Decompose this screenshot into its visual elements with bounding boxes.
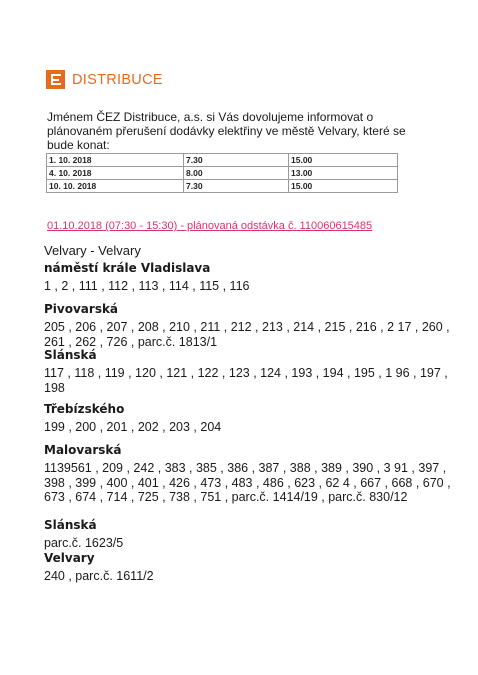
street-name: Slánská	[44, 348, 97, 362]
house-numbers: 117 , 118 , 119 , 120 , 121 , 122 , 123 , 124 , 193 , 194 , 195 , 1 96 , 197 , 198	[44, 366, 448, 395]
schedule-start: 8.00	[184, 167, 289, 180]
schedule-end: 15.00	[289, 180, 398, 193]
cez-logo-icon	[46, 70, 65, 89]
street-name: Malovarská	[44, 443, 122, 457]
schedule-date: 10. 10. 2018	[47, 180, 184, 193]
schedule-start: 7.30	[184, 154, 289, 167]
table-row	[47, 167, 398, 180]
street-name: Velvary	[44, 551, 95, 565]
schedule-date: 4. 10. 2018	[47, 167, 184, 180]
house-numbers: parc.č. 1623/5	[44, 536, 124, 550]
house-numbers: 205 , 206 , 207 , 208 , 210 , 211 , 212 , 213 , 214 , 215 , 216 , 2 17 , 260 , 261 , 262 , 726 , parc.č. 1813/1	[44, 320, 450, 349]
street-name: Pivovarská	[44, 302, 119, 316]
table-row	[47, 154, 398, 167]
street-name: Třebízského	[44, 402, 125, 416]
house-numbers: 1139561 , 209 , 242 , 383 , 385 , 386 , 387 , 388 , 389 , 390 , 3 91 , 397 , 398 , 399 , 400 , 401 , 426 , 473 , 483 , 486 , 623 , 62 4 , 667 , 668 , 670 , 673 , 674 , 714 , 725 , 738 , 751 , parc.č. 1414/19 , parc.č. 830/12	[44, 461, 451, 504]
house-numbers: 1 , 2 , 111 , 112 , 113 , 114 , 115 , 116	[44, 279, 250, 293]
schedule-end: 13.00	[289, 167, 398, 180]
street-name: Slánská	[44, 518, 97, 532]
house-numbers: 199 , 200 , 201 , 202 , 203 , 204	[44, 420, 222, 434]
house-numbers: 240 , parc.č. 1611/2	[44, 569, 154, 583]
street-name: náměstí krále Vladislava	[44, 261, 211, 275]
schedule-table	[46, 153, 398, 193]
table-row	[47, 180, 398, 193]
schedule-end: 15.00	[289, 154, 398, 167]
logo-text: DISTRIBUCE	[72, 71, 163, 88]
schedule-start: 7.30	[184, 180, 289, 193]
outage-notice: 01.10.2018 (07:30 - 15:30) - plánovaná odstávka č. 110060615485	[47, 220, 373, 232]
cez-logo	[46, 70, 163, 89]
city-heading: Velvary - Velvary	[44, 243, 141, 258]
schedule-date: 1. 10. 2018	[47, 154, 184, 167]
intro-paragraph: Jménem ČEZ Distribuce, a.s. si Vás dovolujeme informovat o plánovaném přerušení dodávky elektřiny ve městě Velvary, které se bude konat:	[47, 110, 406, 152]
